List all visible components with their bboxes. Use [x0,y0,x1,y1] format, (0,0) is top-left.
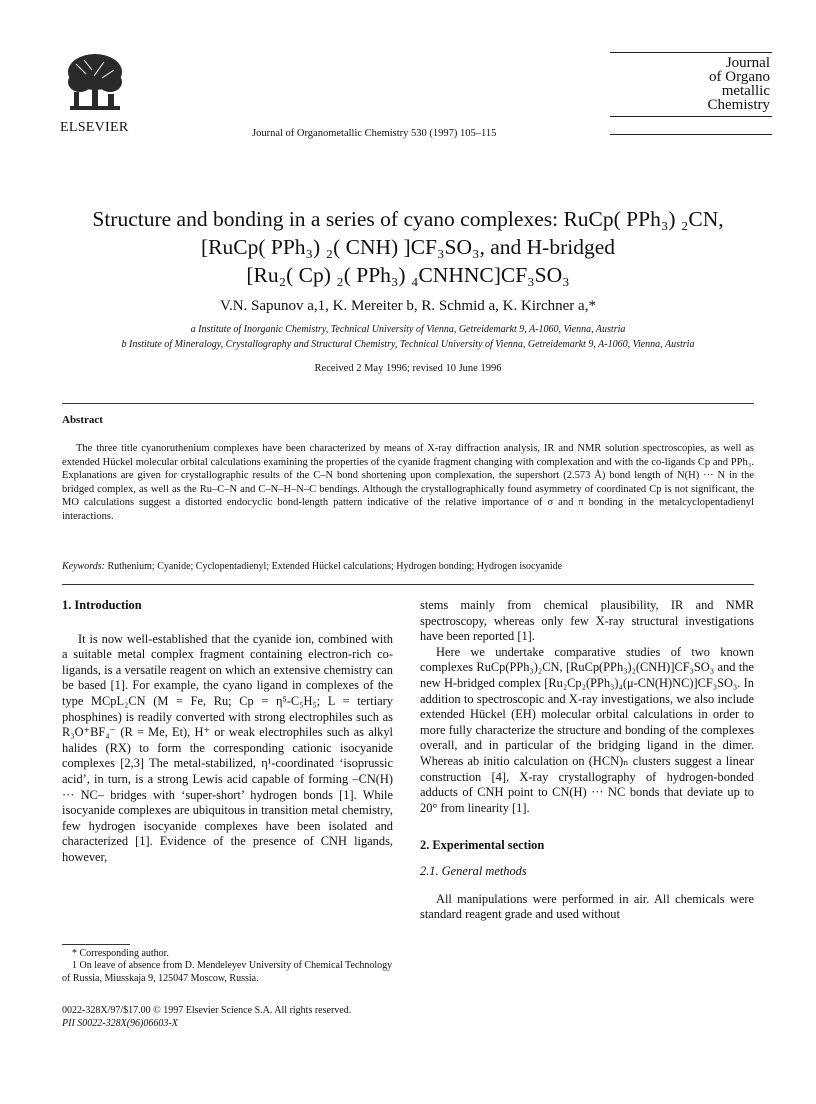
footnote-leave: 1 On leave of absence from D. Mendeleyev University of Chemical Technology of Russia, Miusskaja 9, 125047 Moscow, Russia. [62,960,393,984]
journal-logo-bottom-rule [610,134,772,135]
journal-logo-line-4: Chemistry [707,97,770,113]
received-dates: Received 2 May 1996; revised 10 June 1996 [314,363,502,374]
elsevier-tree-logo [64,52,126,118]
affiliation-b: b Institute of Mineralogy, Crystallography and Structural Chemistry, Technical University of Vienna, Getreidemarkt 9, A-1060, Vienna, Austria [121,339,695,350]
section-introduction-heading: 1. Introduction [62,598,142,612]
abstract-top-rule [62,403,754,404]
section-experimental-heading: 2. Experimental section [420,838,545,853]
introduction-paragraph-2: stems mainly from chemical plausibility, IR and NMR spectroscopy, whereas only few X-ray structural investigations have been reported [1]. [420,598,754,644]
journal-logo-line-2: of Organo [709,69,770,85]
abstract-heading: Abstract [62,414,103,426]
pii-line: PII S0022-328X(96)06603-X [62,1018,178,1029]
introduction-paragraph-3: Here we undertake comparative studies of two known complexes RuCp(PPh₃)₂CN, [RuCp(PPh₃)₂(CNH)]CF₃SO₃ and the new H-bridged complex [Ru₂Cp₂(PPh₃)₄(μ-CN(H)NC)]CF₃SO₃. In addition to spectroscopic and X-ray investigations, we also include extended Hückel (EH) molecular orbital calculations in order to more fully characterize the structure and bonding of the complexes overall, and in particular of the bridging ligand in the dimer. Whereas ab initio calculation on (HCN)ₙ clusters suggest a linear construction [4], X-ray crystallography of hydrogen-bonded adducts of CNH point to CN(H) ··· NC bonds that deviate up to 20° from linearity [1]. [420,644,754,815]
article-title [40,205,776,289]
footnotes [62,948,393,985]
title-line-2: [RuCp( PPh₃) ₂( CNH) ]CF₃SO₃, and H-bridged [201,235,615,259]
methods-paragraph-1: All manipulations were performed in air. All chemicals were standard reagent grade and used without [420,891,754,922]
keywords-list: Ruthenium; Cyanide; Cyclopentadienyl; Extended Hückel calculations; Hydrogen bonding; Hydrogen isocyanide [107,561,563,572]
journal-logo-line-1: Journal [725,55,770,71]
footnote-rule [62,944,130,945]
author-list: V.N. Sapunov a,1, K. Mereiter b, R. Schmid a, K. Kirchner a,* [220,298,596,314]
journal-logo-top-rule [610,52,772,53]
copyright-line: 0022-328X/97/$17.00 © 1997 Elsevier Science S.A. All rights reserved. [62,1005,352,1016]
right-column [420,598,754,923]
footnote-corresponding: * Corresponding author. [72,948,169,959]
affiliation-a: a Institute of Inorganic Chemistry, Technical University of Vienna, Getreidemarkt 9, A-1060, Vienna, Austria [190,324,626,335]
abstract-bottom-rule [62,584,754,585]
left-column [62,598,393,866]
subsection-general-methods-heading: 2.1. General methods [420,863,527,878]
keywords [62,561,754,572]
journal-logo-line-3: metallic [721,83,770,99]
abstract-text: The three title cyanoruthenium complexes have been characterized by means of X-ray diffraction analysis, IR and NMR solution spectroscopies, as well as extended Hückel molecular orbital calculations examining the properties of the cyanide fragment changing with complexation and with the co-ligands Cp and PPh₃. Explanations are given for crystallographic results of the C–N bond shortening upon complexation, the supershort (2.573 Å) bond length of N(H) ··· N in the bridged complex, as well as the Ru–C–N and C–N–H–N–C bendings. Although the crystallographically found asymmetry of coordinated Cp is not significant, the MO calculations suggest a distorted endocyclic bond-length pattern indicative of the relative importance of σ and π bonding in the metalcyclopentadienyl interactions. [62,443,754,522]
journal-logo-mid-rule [610,116,772,117]
copyright-block [62,1004,351,1030]
journal-logo [610,56,770,112]
title-line-3: [Ru₂( Cp) ₂( PPh₃) ₄CNHNC]CF₃SO₃ [246,263,570,287]
title-line-1: Structure and bonding in a series of cyano complexes: RuCp( PPh₃) ₂CN, [92,207,724,231]
publisher-name: ELSEVIER [60,120,129,135]
introduction-paragraph-1: It is now well-established that the cyanide ion, combined with a suitable metal complex fragment containing electron-rich co-ligands, is a versatile reagent on which an extensive chemistry can be based [1]. For example, the cyano ligand in complexes of the type MCpL₂CN (M = Fe, Ru; Cp = η⁵-C₅H₅; L = tertiary phosphines) is readily converted with strong electrophiles such as R₃O⁺BF₄⁻ (R = Me, Et), H⁺ or weak electrophiles such as alkyl halides (RX) to form the corresponding cationic isocyanide complexes [2,3] The metal-stabilized, η¹-coordinated ‘isoprussic acid’, in turn, is a strong Lewis acid capable of forming –CN(H) ··· NC– bridges with ‘super-short’ hydrogen bonds [1]. While isocyanide complexes are ubiquitous in transition metal chemistry, few hydrogen isocyanide complexes have been isolated and characterized [1]. Evidence of the presence of CNH ligands, however, [62,631,393,864]
keywords-label: Keywords: [62,561,105,572]
journal-citation: Journal of Organometallic Chemistry 530 (1997) 105–115 [252,128,497,139]
